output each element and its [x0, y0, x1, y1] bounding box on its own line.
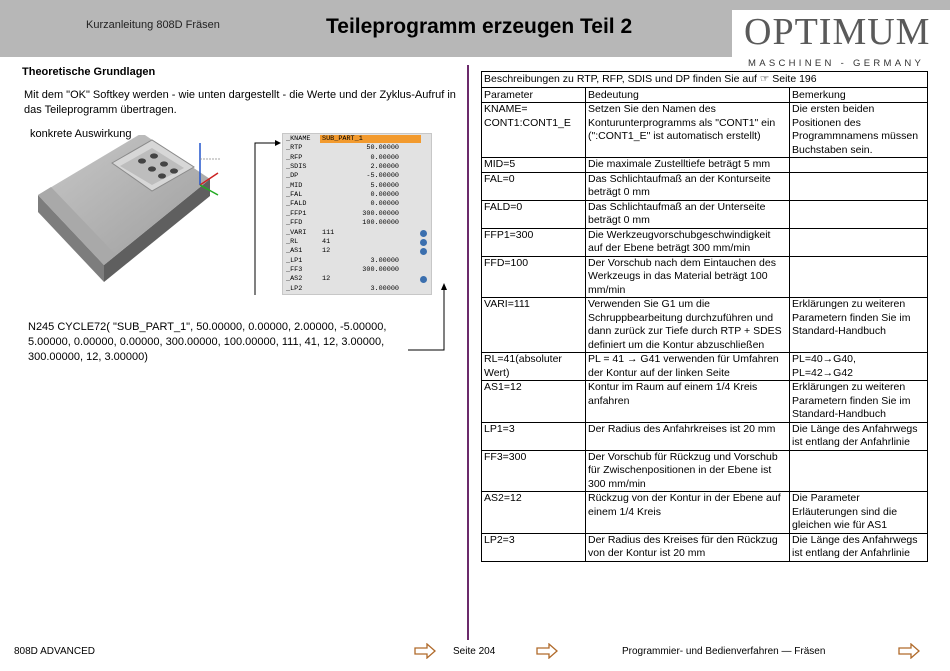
param-value[interactable]: 300.00000 [362, 265, 399, 274]
param-value[interactable]: 111 [322, 228, 335, 237]
footer-chapter: Programmier- und Bedienverfahren — Fräsen [622, 646, 826, 657]
table-row [482, 158, 928, 173]
table-row [482, 172, 928, 200]
param-value[interactable]: 3.00000 [370, 256, 399, 265]
param-value[interactable]: 41 [322, 237, 331, 246]
column-divider [467, 65, 469, 640]
previous-page-arrow-icon[interactable] [414, 643, 436, 659]
remark-cell [790, 158, 928, 173]
param-name: _MID [286, 181, 303, 190]
param-cell: LP2=3 [482, 533, 586, 561]
param-name: _FFP1 [286, 209, 307, 218]
table-row [482, 298, 928, 353]
param-cell: MID=5 [482, 158, 586, 173]
param-value[interactable]: 2.00000 [370, 163, 399, 172]
cycle72-code: N245 CYCLE72( "SUB_PART_1", 50.00000, 0.00000, 2.00000, -5.00000, 5.00000, 0.00000, 0.00000, 300.00000, 100.00000, 111, 41, 12, 3.00000, 300.00000, 12, 3.00000) [28, 321, 387, 363]
param-cell: FFP1=300 [482, 228, 586, 256]
param-value[interactable]: 50.00000 [366, 144, 399, 153]
param-cell: FALD=0 [482, 200, 586, 228]
section-title: Theoretische Grundlagen [22, 66, 156, 78]
param-name: _FFD [286, 219, 303, 228]
remark-cell: Die Länge des Anfahrwegs ist entlang der Anfahrlinie [790, 533, 928, 561]
remark-cell [790, 200, 928, 228]
param-value[interactable]: 100.00000 [362, 219, 399, 228]
param-name: _FAL [286, 191, 303, 200]
meaning-cell: Der Radius des Anfahrkreises ist 20 mm [586, 422, 790, 450]
meaning-cell: Kontur im Raum auf einem 1/4 Kreis anfahren [586, 381, 790, 423]
konkret-label: konkrete Auswirkung [30, 128, 132, 140]
param-cell: RL=41(absoluter Wert) [482, 353, 586, 381]
table-row [482, 228, 928, 256]
param-value[interactable]: 12 [322, 247, 331, 256]
param-value[interactable]: SUB_PART_1 [320, 135, 421, 143]
param-cell: KNAME= CONT1:CONT1_E [482, 103, 586, 158]
header-bedeutung: Bedeutung [586, 87, 790, 103]
header-subtitle: Kurzanleitung 808D Fräsen [86, 19, 220, 31]
param-value[interactable]: 5.00000 [370, 181, 399, 190]
remark-cell [790, 172, 928, 200]
remark-cell: Erklärungen zu weiteren Parametern finden Sie im Standard-Handbuch [790, 298, 928, 353]
param-name: _RTP [286, 144, 303, 153]
param-value[interactable]: -5.00000 [366, 172, 399, 181]
meaning-cell: Das Schlichtaufmaß an der Konturseite beträgt 0 mm [586, 172, 790, 200]
param-name: _AS2 [286, 275, 303, 284]
next-page-arrow-icon[interactable] [536, 643, 558, 659]
param-name: _SDIS [286, 163, 307, 172]
table-row [482, 200, 928, 228]
param-name: _FF3 [286, 265, 303, 274]
remark-cell: Die Länge des Anfahrwegs ist entlang der Anfahrlinie [790, 422, 928, 450]
meaning-cell: Der Vorschub für Rückzug und Vorschub für Zwischenpositionen in der Ebene ist 300 mm/min [586, 450, 790, 492]
param-cell: FFD=100 [482, 256, 586, 298]
param-cell: VARI=111 [482, 298, 586, 353]
meaning-cell: Die maximale Zustelltiefe beträgt 5 mm [586, 158, 790, 173]
remark-cell [790, 228, 928, 256]
table-row [482, 450, 928, 492]
param-cell: AS2=12 [482, 492, 586, 534]
table-row [482, 492, 928, 534]
remark-cell: Die ersten beiden Positionen des Programmnamens müssen Buchstaben sein. [790, 103, 928, 158]
param-name: _KNAME [286, 135, 311, 143]
param-cell: FAL=0 [482, 172, 586, 200]
optimum-logo: OPTIMUM [744, 11, 931, 53]
header-bemerkung: Bemerkung [790, 87, 928, 103]
remark-cell [790, 256, 928, 298]
table-row [482, 422, 928, 450]
remark-cell: Die Parameter Erläuterungen sind die gleichen wie für AS1 [790, 492, 928, 534]
logo-tagline: MASCHINEN - GERMANY [748, 58, 925, 69]
footer-page-number: Seite 204 [453, 646, 496, 657]
meaning-cell: Der Radius des Kreises für den Rückzug von der Kontur ist 20 mm [586, 533, 790, 561]
param-value[interactable]: 3.00000 [370, 284, 399, 293]
param-name: _DP [286, 172, 299, 181]
parameter-table [481, 71, 928, 562]
page-title: Teileprogramm erzeugen Teil 2 [326, 15, 633, 38]
meaning-cell: Das Schlichtaufmaß an der Unterseite beträgt 0 mm [586, 200, 790, 228]
param-cell: FF3=300 [482, 450, 586, 492]
remark-cell: PL=40→G40, PL=42→G42 [790, 353, 928, 381]
meaning-cell: Der Vorschub nach dem Eintauchen des Werkzeugs in das Material beträgt 100 mm/min [586, 256, 790, 298]
param-value[interactable]: 300.00000 [362, 209, 399, 218]
table-row [482, 533, 928, 561]
meaning-cell: PL = 41 → G41 verwenden für Umfahren der Kontur auf der linken Seite [586, 353, 790, 381]
param-value[interactable]: 0.00000 [370, 153, 399, 162]
param-name: _FALD [286, 200, 307, 209]
intro-text: Mit dem "OK" Softkey werden - wie unten dargestellt - die Werte und der Zyklus-Aufruf in das Teileprogramm übertragen. [24, 89, 456, 116]
table-row [482, 353, 928, 381]
param-cell: LP1=3 [482, 422, 586, 450]
param-name: _AS1 [286, 247, 303, 256]
meaning-cell: Setzen Sie den Namen des Konturunterprogramms als "CONT1" ein (":CONT1_E" ist automatisch erstellt) [586, 103, 790, 158]
footer-product: 808D ADVANCED [14, 646, 95, 657]
param-name: _RL [286, 237, 299, 246]
param-name: _LP2 [286, 284, 303, 293]
param-name: _VARI [286, 228, 307, 237]
header-parameter: Parameter [482, 87, 586, 103]
table-row [482, 381, 928, 423]
param-value[interactable]: 0.00000 [370, 191, 399, 200]
remark-cell [790, 450, 928, 492]
param-value[interactable]: 0.00000 [370, 200, 399, 209]
param-value[interactable]: 12 [322, 275, 331, 284]
meaning-cell: Die Werkzeugvorschubgeschwindigkeit auf der Ebene beträgt 300 mm/min [586, 228, 790, 256]
table-title: Beschreibungen zu RTP, RFP, SDIS und DP finden Sie auf ☞ Seite 196 [482, 72, 928, 88]
param-name: _RFP [286, 153, 303, 162]
meaning-cell: Rückzug von der Kontur in der Ebene auf einem 1/4 Kreis [586, 492, 790, 534]
param-name: _LP1 [286, 256, 303, 265]
chapter-arrow-icon[interactable] [898, 643, 920, 659]
table-row [482, 103, 928, 158]
table-row [482, 256, 928, 298]
param-cell: AS1=12 [482, 381, 586, 423]
remark-cell: Erklärungen zu weiteren Parametern finden Sie im Standard-Handbuch [790, 381, 928, 423]
meaning-cell: Verwenden Sie G1 um die Schruppbearbeitung durchzuführen und dann zurück zur Tiefe durch RTP + SDES definiert um die Kontur abzuschließen [586, 298, 790, 353]
